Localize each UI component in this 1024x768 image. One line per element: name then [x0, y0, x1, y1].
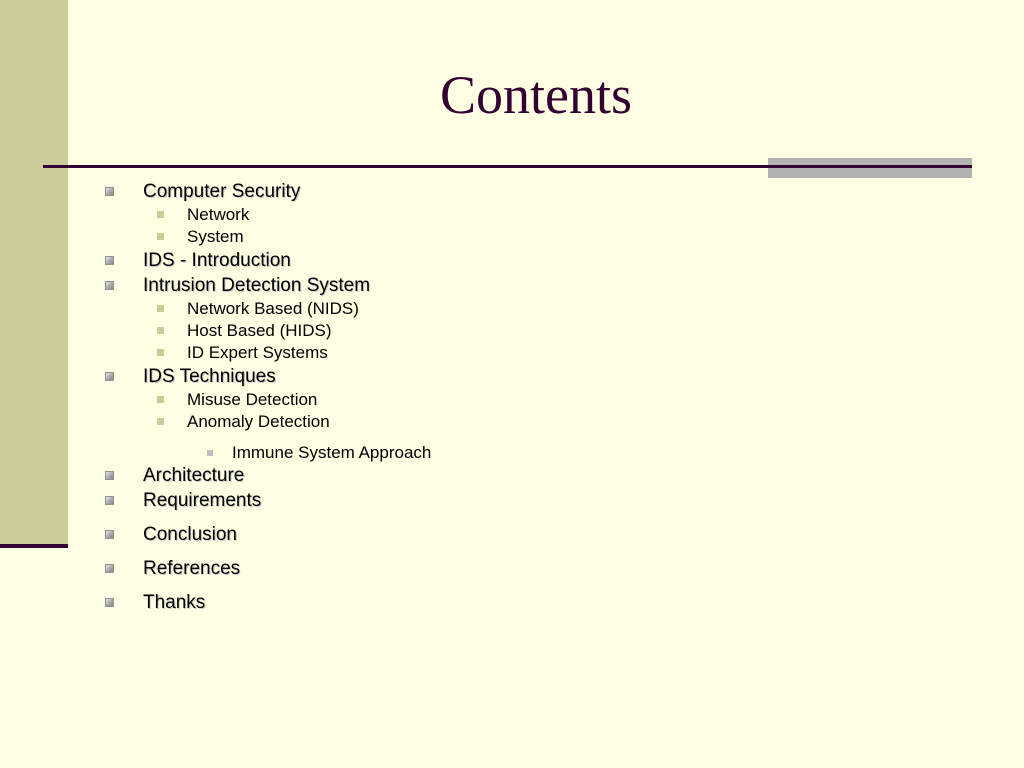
square-bullet-icon [105, 564, 114, 573]
list-item-label: Network Based (NIDS) [187, 299, 359, 318]
square-bullet-icon [105, 530, 114, 539]
list-item-label: Requirements [143, 490, 262, 511]
list-item-label: Misuse Detection [187, 390, 318, 409]
left-decorative-band [0, 0, 68, 547]
square-bullet-icon [157, 305, 164, 312]
title-accent-line [768, 165, 972, 168]
list-item-label: Computer Security [143, 181, 301, 202]
list-item-label: Immune System Approach [232, 443, 432, 462]
square-bullet-icon [157, 418, 164, 425]
square-bullet-icon [207, 450, 213, 456]
square-bullet-icon [105, 471, 114, 480]
square-bullet-icon [105, 281, 114, 290]
list-item-label: Anomaly Detection [187, 412, 330, 431]
square-bullet-icon [157, 233, 164, 240]
slide-title: Contents [439, 65, 632, 125]
list-item-label: System [187, 227, 244, 246]
title-accent-block [768, 158, 972, 178]
list-item-label: Host Based (HIDS) [187, 321, 332, 340]
list-item-label: Thanks [143, 592, 206, 613]
square-bullet-icon [157, 396, 164, 403]
square-bullet-icon [105, 496, 114, 505]
square-bullet-icon [105, 256, 114, 265]
list-item-label: Conclusion [143, 524, 237, 545]
square-bullet-icon [157, 349, 164, 356]
square-bullet-icon [105, 598, 114, 607]
square-bullet-icon [157, 327, 164, 334]
list-item-label: Architecture [143, 465, 245, 486]
square-bullet-icon [105, 372, 114, 381]
list-item-label: IDS Techniques [143, 366, 276, 387]
list-item-label: References [143, 558, 241, 579]
square-bullet-icon [105, 187, 114, 196]
list-item-label: ID Expert Systems [187, 343, 328, 362]
list-item-label: Intrusion Detection System [143, 275, 371, 296]
square-bullet-icon [157, 211, 164, 218]
list-item-label: Network [187, 205, 250, 224]
list-item-label: IDS - Introduction [143, 250, 291, 271]
left-band-underline [0, 544, 68, 548]
